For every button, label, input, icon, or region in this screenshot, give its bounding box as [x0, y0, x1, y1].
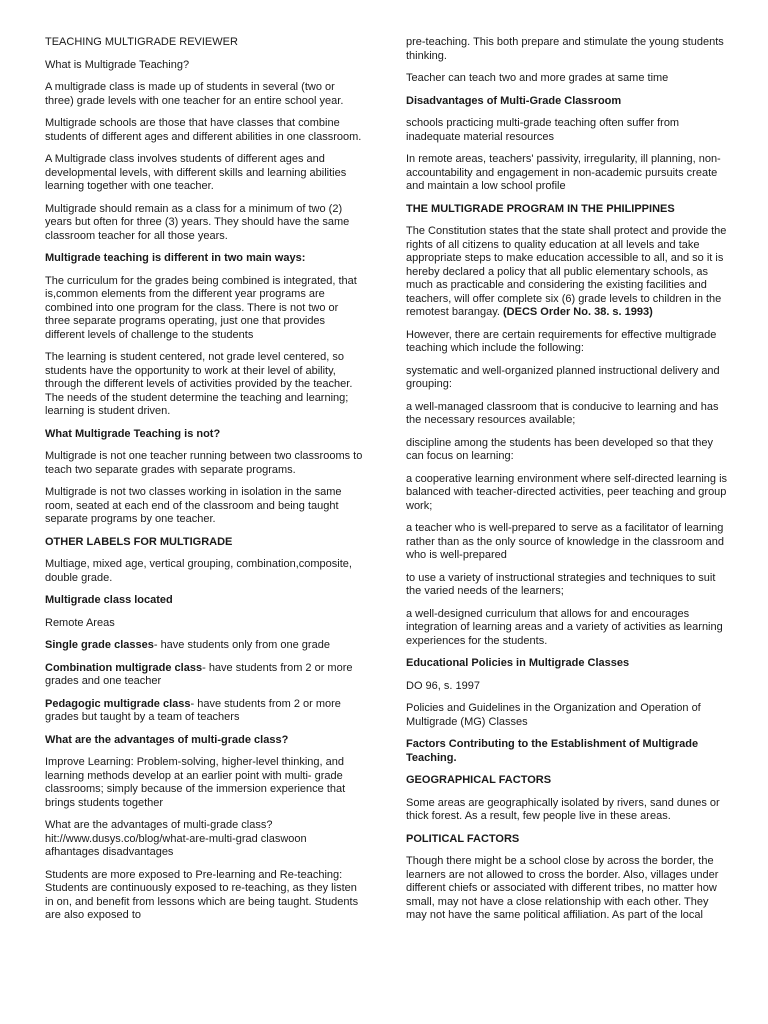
section-heading: Educational Policies in Multigrade Classes: [406, 657, 630, 669]
paragraph: Some areas are geographically isolated by rivers, sand dunes or thick forest. As a result, few people live in these areas.: [406, 796, 720, 822]
paragraph: Policies and Guidelines in the Organization and Operation of Multigrade (MG) Classes: [406, 702, 701, 728]
definition-item: [45, 698, 363, 725]
paragraph: What are the advantages of multi-grade class? hit://www.dusys.co/blog/what-are-multi-grad claswoon afhantages disadvantages: [45, 819, 307, 858]
requirement-item: a well-designed curriculum that allows for and encourages integration of learning areas and a variety of activities as learning experiences for the students.: [406, 607, 723, 647]
requirement-item: a well-managed classroom that is conducive to learning and has the necessary resources available;: [406, 400, 719, 426]
paragraph: The curriculum for the grades being combined is integrated, that is,common elements from the different year programs are combined into one program for the class. There is not two or three separate programs operating, just one that provides different levels of challenge to the students: [45, 274, 357, 341]
section-heading: GEOGRAPHICAL FACTORS: [406, 774, 552, 786]
paragraph: A Multigrade class involves students of different ages and developmental levels, with different skills and learning abilities learning together with one teacher.: [45, 153, 347, 192]
right-column: [406, 36, 728, 932]
definition-term: Pedagogic multigrade class: [45, 697, 191, 710]
document-title: TEACHING MULTIGRADE REVIEWER: [45, 36, 238, 48]
paragraph: Multigrade is not one teacher running between two classrooms to teach two separate grades with separate programs.: [45, 450, 363, 476]
paragraph: pre-teaching. This both prepare and stimulate the young students thinking.: [406, 36, 724, 62]
paragraph: Improve Learning: Problem-solving, higher-level thinking, and learning methods develop at an earlier point with multi- grade classrooms; simply because of the immersion experience that brings students together: [45, 756, 346, 809]
definition-term: Combination multigrade class: [45, 661, 203, 674]
requirement-item: discipline among the students has been developed so that they can focus on learning:: [406, 436, 713, 462]
section-heading: Factors Contributing to the Establishment of Multigrade Teaching.: [406, 738, 699, 764]
left-column: [45, 36, 363, 932]
paragraph: DO 96, s. 1997: [406, 679, 480, 692]
paragraph: Multigrade is not two classes working in isolation in the same room, seated at each end of the classroom and being taught separate programs by one teacher.: [45, 486, 342, 525]
definition-text: - have students from 2 or more grades and one teacher: [45, 661, 353, 687]
paragraph: [406, 225, 728, 320]
question-heading: What is Multigrade Teaching?: [45, 58, 190, 71]
definition-text: - have students from 2 or more grades but taught by a team of teachers: [45, 697, 341, 723]
paragraph: Teacher can teach two and more grades at same time: [406, 72, 669, 84]
requirement-item: systematic and well-organized planned instructional delivery and grouping:: [406, 364, 720, 390]
paragraph: Multiage, mixed age, vertical grouping, combination,composite, double grade.: [45, 558, 352, 584]
paragraph: Multigrade schools are those that have classes that combine students of different ages and different abilities in one classroom.: [45, 117, 362, 143]
paragraph: Though there might be a school close by across the border, the learners are not allowed to cross the border. Also, villages under different chiefs or associated with different tribes, no matter how small, may not have a close relationship with each other. They may not have the same political affiliation. As part of the local: [406, 855, 719, 921]
paragraph: Multigrade should remain as a class for a minimum of two (2) years but often for three (3) years. They should have the same classroom teacher for all those years.: [45, 202, 350, 242]
paragraph: The learning is student centered, not grade level centered, so students have the opportunity to work at their level of ability, through the different levels of activities provided by the teacher. The needs of the student determine the teaching and learning; learning is student driven.: [45, 351, 353, 417]
requirement-item: a cooperative learning environment where self-directed learning is balanced with teacher-directed activities, peer teaching and group work;: [406, 472, 728, 512]
definition-text: - have students only from one grade: [153, 639, 330, 651]
paragraph: Remote Areas: [45, 616, 115, 629]
definition-item: [45, 639, 363, 653]
paragraph: schools practicing multi-grade teaching often suffer from inadequate material resources: [406, 117, 680, 143]
section-heading: Disadvantages of Multi-Grade Classroom: [406, 94, 622, 107]
paragraph: In remote areas, teachers' passivity, irregularity, ill planning, non-accountability and engagement in non-academic pursuits create and maintain a low school profile: [406, 153, 721, 192]
section-heading: Multigrade teaching is different in two main ways:: [45, 252, 306, 264]
citation: (DECS Order No. 38. s. 1993): [503, 306, 653, 318]
requirement-item: to use a variety of instructional strategies and techniques to suit the varied needs of the learners;: [406, 571, 716, 597]
definition-item: [45, 662, 363, 689]
section-heading: OTHER LABELS FOR MULTIGRADE: [45, 535, 233, 548]
section-heading: THE MULTIGRADE PROGRAM IN THE PHILIPPINES: [406, 202, 675, 215]
paragraph: Students are more exposed to Pre-learning and Re-teaching: Students are continuously exposed to re-teaching, as they listen in on, and benefit from lessons which are being taught. Students are also exposed to: [45, 868, 359, 921]
definition-term: Single grade classes: [45, 639, 154, 651]
paragraph: However, there are certain requirements for effective multigrade teaching which include the following:: [406, 328, 717, 354]
paragraph-body: The Constitution states that the state shall protect and provide the rights of all citizens to quality education at all levels and take appropriate steps to make education accessible to all, and so it is hereby declared a policy that all public elementary schools, as much as practicable and considering the existing facilities and teachers, will offer complete six (6) grade levels to children in the remotest barangay.: [406, 225, 727, 318]
section-heading: Multigrade class located: [45, 594, 173, 606]
section-heading: What Multigrade Teaching is not?: [45, 427, 221, 440]
paragraph: A multigrade class is made up of students in several (two or three) grade levels with one teacher for an entire school year.: [45, 81, 344, 107]
requirement-item: a teacher who is well-prepared to serve as a facilitator of learning rather than as the only source of knowledge in the classroom and who is well-prepared: [406, 522, 724, 561]
section-heading: What are the advantages of multi-grade class?: [45, 733, 289, 746]
section-heading: POLITICAL FACTORS: [406, 832, 520, 845]
